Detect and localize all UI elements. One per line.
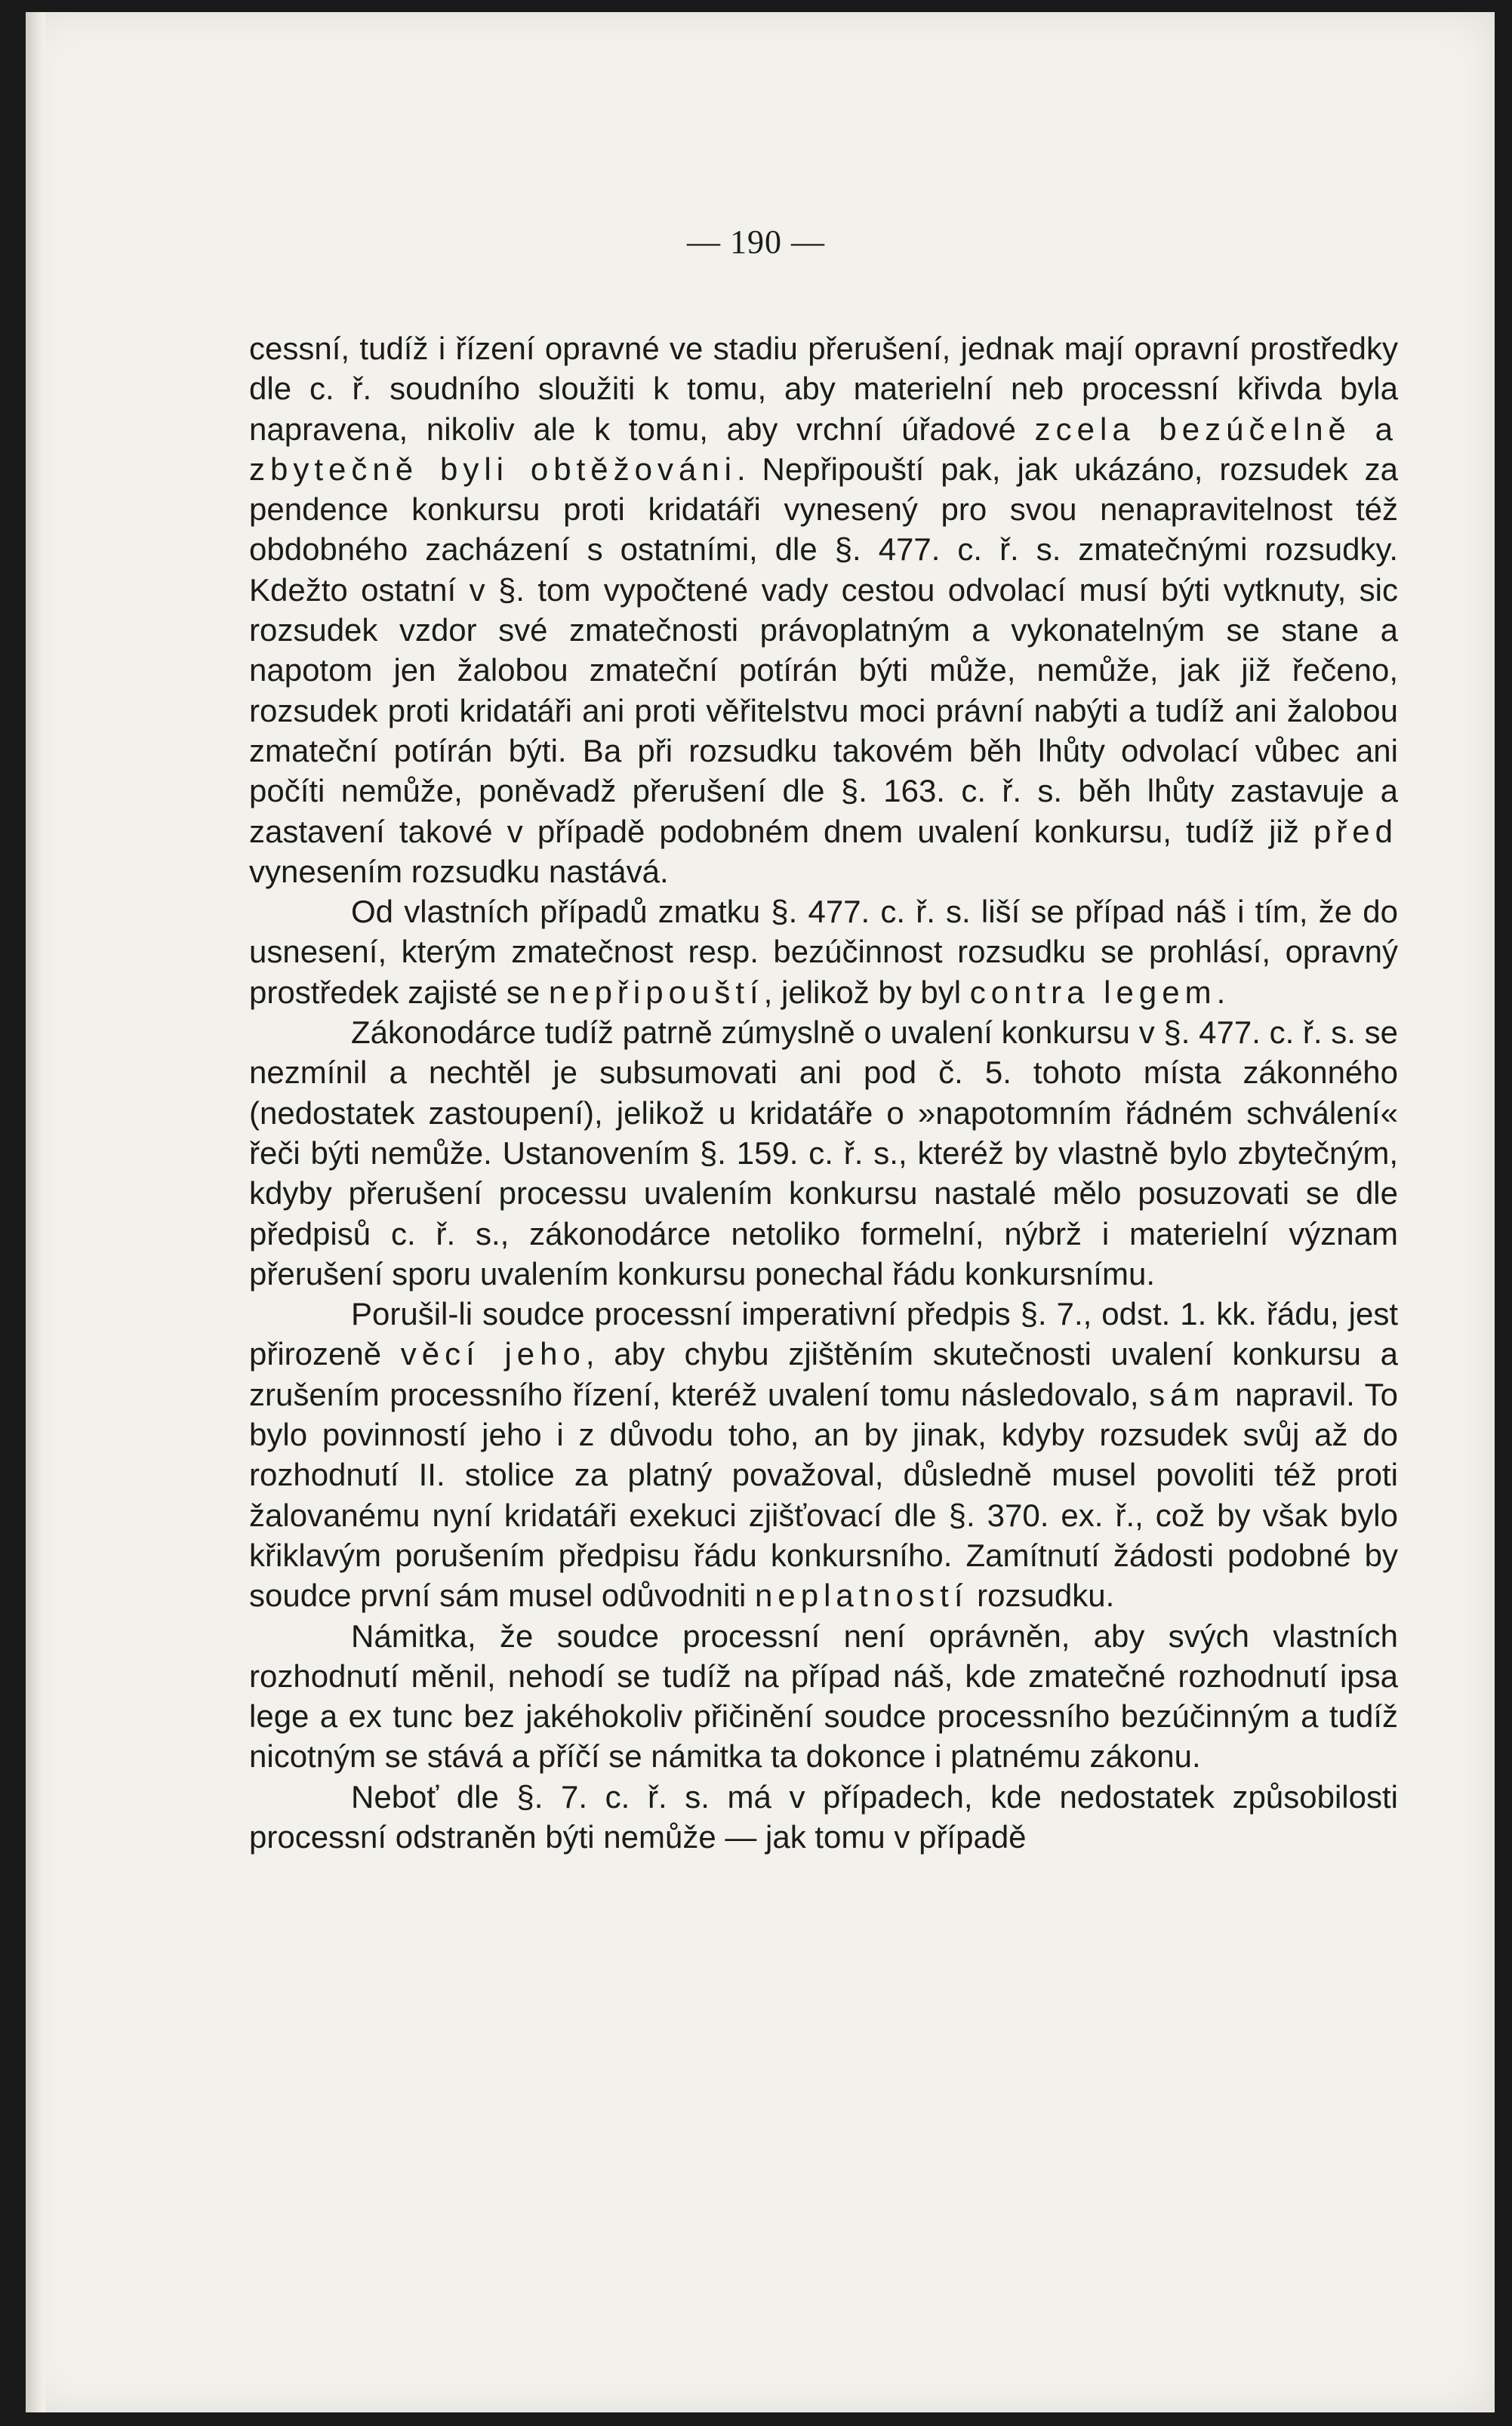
paragraph (249, 328, 1398, 891)
text-run: vynesením rozsudku nastává. (249, 853, 669, 889)
emphasized-text: zcela bezúčelně a zbytečně byli obtěžováni (249, 411, 1398, 487)
binding-edge (26, 12, 45, 2412)
text-run: , aby chybu zjištěním skutečnosti uvalení konkursu a zrušením processního řízení, kteréž uvalení tomu následovalo, (249, 1336, 1398, 1412)
paragraph (249, 891, 1398, 1012)
text-run: . Nepřipouští pak, jak ukázáno, rozsudek za pendence konkursu proti kridatáři vynesený pro svou nenapravitelnost též obdobného zacházení s ostatními, dle §. 477. c. ř. s. zmatečnými rozsudky. Kdežto ostatní v §. tom vypočtené vady cestou odvolací musí býti vytknuty, sic rozsudek vzdor své zmatečnosti právoplatným a vykonatelným se stane a napotom jen žalobou zmateční potírán býti může, nemůže, jak již řečeno, rozsudek proti kridatáři ani proti věřitelstvu moci právní nabýti a tudíž ani žalobou zmateční potírán býti. Ba při rozsudku takovém běh lhůty odvolací vůbec ani počíti nemůže, poněvadž přerušení dle §. 163. c. ř. s. běh lhůty zastavuje a zastavení takové v případě podobném dnem uvalení konkursu, tudíž již (249, 451, 1398, 849)
emphasized-text: sám (1149, 1376, 1225, 1412)
text-run: Neboť dle §. 7. c. ř. s. má v případech, kde nedostatek způsobilosti processní odstraněn býti nemůže — jak tomu v případě (249, 1778, 1398, 1855)
text-run: Porušil-li soudce processní imperativní předpis §. 7., odst. 1. kk. řádu, jest přirozeně (249, 1296, 1398, 1372)
text-run: Od vlastních případů zmatku §. 477. c. ř. s. liší se případ náš i tím, že do usnesení, kterým zmatečnost resp. bezúčinnost rozsudku se prohlásí, opravný prostředek zajisté se (249, 894, 1398, 1010)
text-run: . (1216, 974, 1226, 1010)
body-text (249, 328, 1398, 1857)
emphasized-text: nepřipouští (548, 974, 764, 1010)
text-run: napravil. To bylo povinností jeho i z důvodu toho, an by jinak, kdyby rozsudek svůj až do rozhodnutí II. stolice za platný považoval, důsledně musel povoliti též proti žalovanému nyní kridatáři exekuci zjišťovací dle §. 370. ex. ř., což by však bylo křiklavým porušením předpisu řádu konkursního. Zamítnutí žádosti podobné by soudce první sám musel odůvodniti (249, 1376, 1398, 1614)
paragraph (249, 1616, 1398, 1777)
emphasized-text: před (1313, 813, 1398, 849)
text-run: cessní, tudíž i řízení opravné ve stadiu přerušení, jednak mají opravní prostředky dle c. ř. soudního sloužiti k tomu, aby materielní neb processní křivda byla napravena, nikoliv ale k tomu, aby vrchní úřadové (249, 331, 1398, 447)
text-run: , jelikož by byl (763, 974, 970, 1010)
paragraph (249, 1294, 1398, 1615)
text-run: rozsudku. (968, 1578, 1115, 1614)
text-run: Námitka, že soudce processní není oprávněn, aby svých vlastních rozhodnutí měnil, nehodí se tudíž na případ náš, kde zmatečné rozhodnutí ipsa lege a ex tunc bez jakéhokoliv přičinění soudce processního bezúčinným a tudíž nicotným se stává a příčí se námitka ta dokonce i platnému zákonu. (249, 1618, 1398, 1775)
text-run: Zákonodárce tudíž patrně zúmyslně o uvalení konkursu v §. 477. c. ř. s. se nezmínil a nechtěl je subsumovati ani pod č. 5. tohoto místa zákonného (nedostatek zastoupení), jelikož u kridatáře o »napotomním řádném schválení« řeči býti nemůže. Ustanovením §. 159. c. ř. s., kteréž by vlastně bylo zbytečným, kdyby přerušení processu uvalením konkursu nastalé mělo posuzovati se dle předpisů c. ř. s., zákonodárce netoliko formelní, nýbrž i materielní význam přerušení sporu uvalením konkursu ponechal řádu konkursnímu. (249, 1014, 1398, 1292)
paragraph (249, 1777, 1398, 1858)
emphasized-text: neplatností (755, 1578, 968, 1614)
page-number: — 190 — (687, 223, 825, 260)
emphasized-text: věcí jeho (400, 1336, 586, 1372)
paragraph (249, 1012, 1398, 1294)
emphasized-text: contra legem (969, 974, 1217, 1010)
